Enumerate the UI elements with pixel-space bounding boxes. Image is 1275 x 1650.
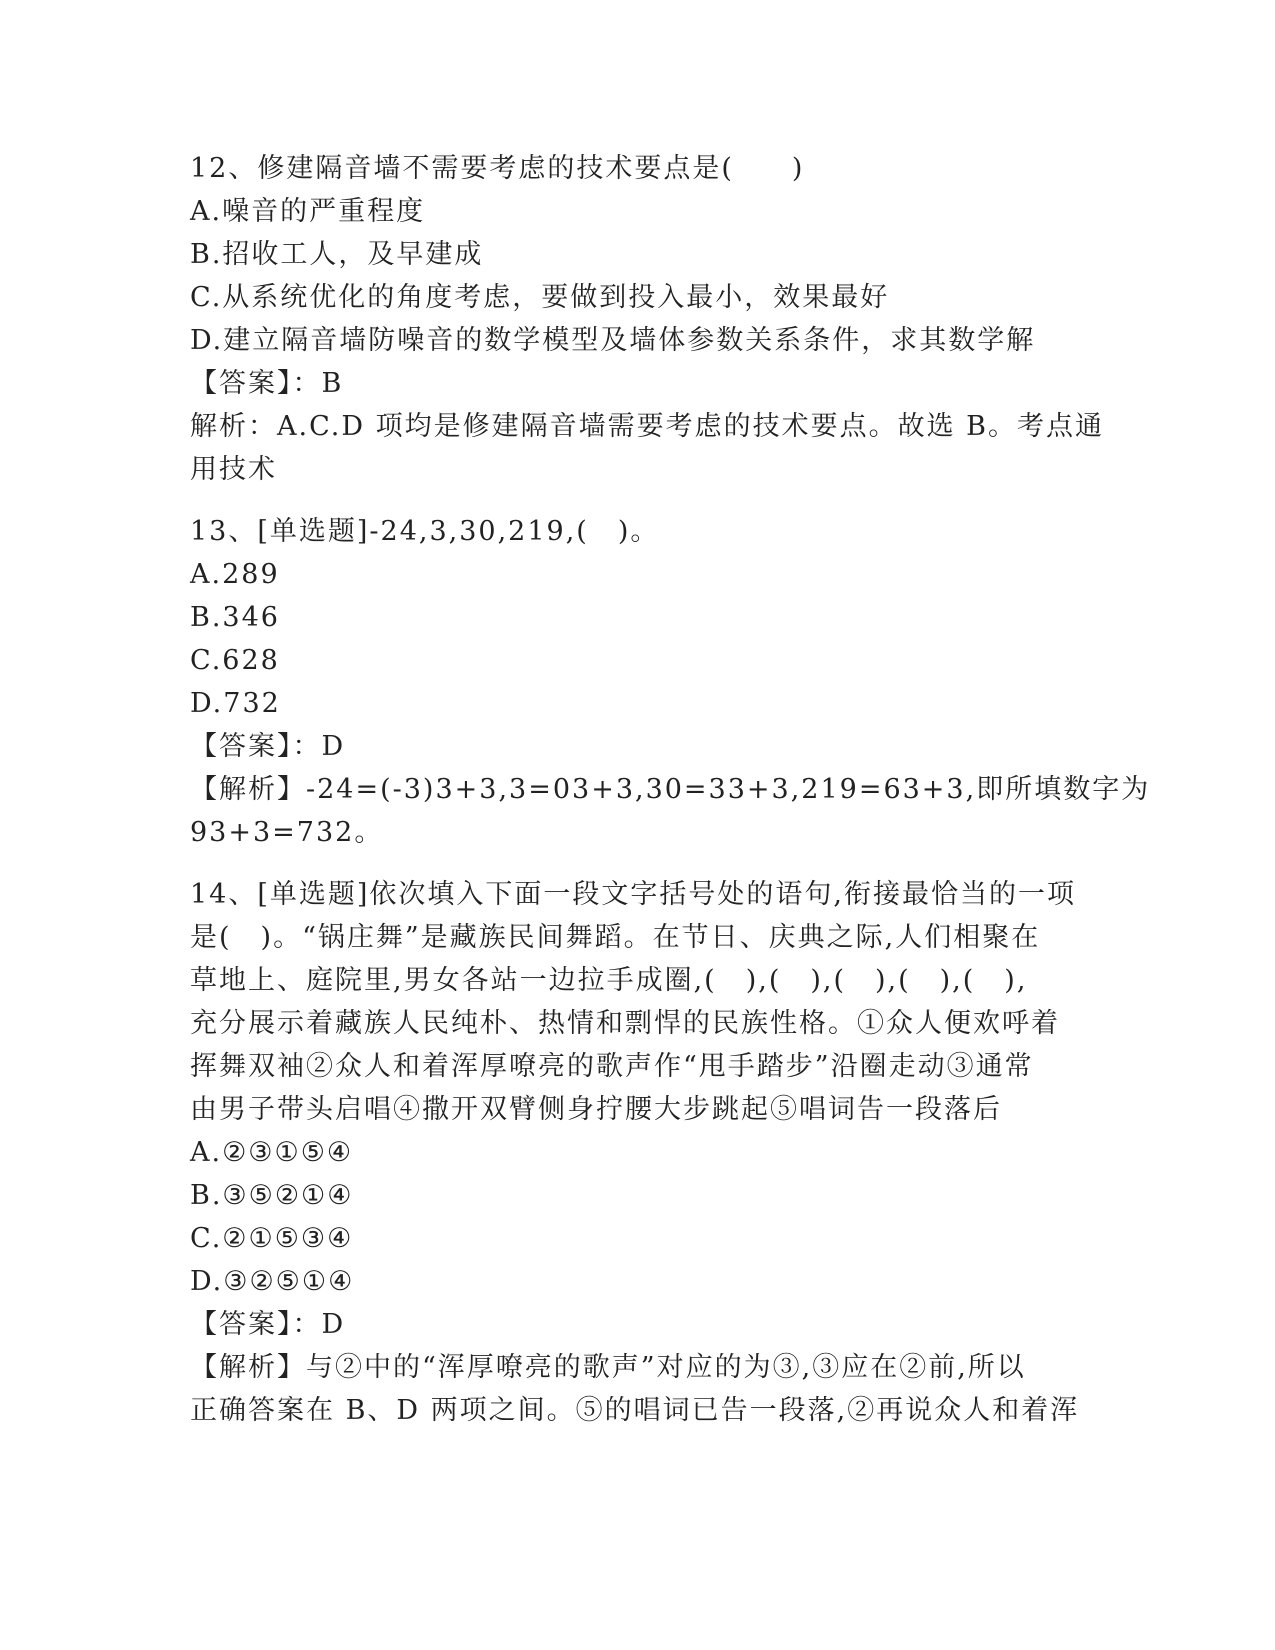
option-a: A.289: [190, 559, 280, 590]
question-stem: 是( )。“锅庄舞”是藏族民间舞蹈。在节日、庆典之际,人们相聚在: [190, 922, 1041, 953]
analysis-line: 解析：A.C.D 项均是修建隔音墙需要考虑的技术要点。故选 B。考点通: [190, 411, 1105, 442]
option-c: C.628: [190, 645, 280, 676]
option-d: D.732: [190, 688, 281, 719]
question-stem: 13、[单选题]-24,3,30,219,( )。: [190, 516, 660, 547]
option-a: A.②③①⑤④: [190, 1137, 354, 1168]
question-stem: 挥舞双袖②众人和着浑厚嘹亮的歌声作“甩手踏步”沿圈走动③通常: [190, 1051, 1034, 1082]
answer: 【答案】：D: [190, 731, 346, 762]
analysis-line: 【解析】-24=(-3)3+3,3=03+3,30=33+3,219=63+3,即所填数字为: [190, 774, 1151, 805]
question-13: [190, 510, 1151, 854]
answer: 【答案】：B: [190, 368, 344, 399]
question-stem: 12、修建隔音墙不需要考虑的技术要点是( ): [190, 153, 805, 184]
analysis-line: 93+3=732。: [190, 817, 384, 848]
option-c: C.从系统优化的角度考虑，要做到投入最小，效果最好: [190, 282, 890, 313]
option-c: C.②①⑤③④: [190, 1223, 354, 1254]
analysis-line: 【解析】与②中的“浑厚嘹亮的歌声”对应的为③,③应在②前,所以: [190, 1352, 1026, 1383]
question-12: [190, 147, 1105, 491]
option-d: D.建立隔音墙防噪音的数学模型及墙体参数关系条件，求其数学解: [190, 325, 1036, 356]
question-stem: 14、[单选题]依次填入下面一段文字括号处的语句,衔接最恰当的一项: [190, 879, 1077, 910]
option-b: B.招收工人，及早建成: [190, 239, 484, 270]
question-14: [190, 873, 1090, 1432]
question-stem: 由男子带头启唱④撒开双臂侧身拧腰大步跳起⑤唱词告一段落后: [190, 1094, 1002, 1125]
option-a: A.噪音的严重程度: [190, 196, 426, 227]
analysis-line: 正确答案在 B、D 两项之间。⑤的唱词已告一段落,②再说众人和着浑: [190, 1395, 1080, 1426]
option-d: D.③②⑤①④: [190, 1266, 355, 1297]
analysis-line: 用技术: [190, 454, 277, 485]
option-b: B.③⑤②①④: [190, 1180, 354, 1211]
question-stem: 草地上、庭院里,男女各站一边拉手成圈,( ),( ),( ),( ),( ),: [190, 965, 1028, 996]
question-stem: 充分展示着藏族人民纯朴、热情和剽悍的民族性格。①众人便欢呼着: [190, 1008, 1060, 1039]
page-content: [190, 147, 1151, 1432]
answer: 【答案】：D: [190, 1309, 346, 1340]
option-b: B.346: [190, 602, 280, 633]
